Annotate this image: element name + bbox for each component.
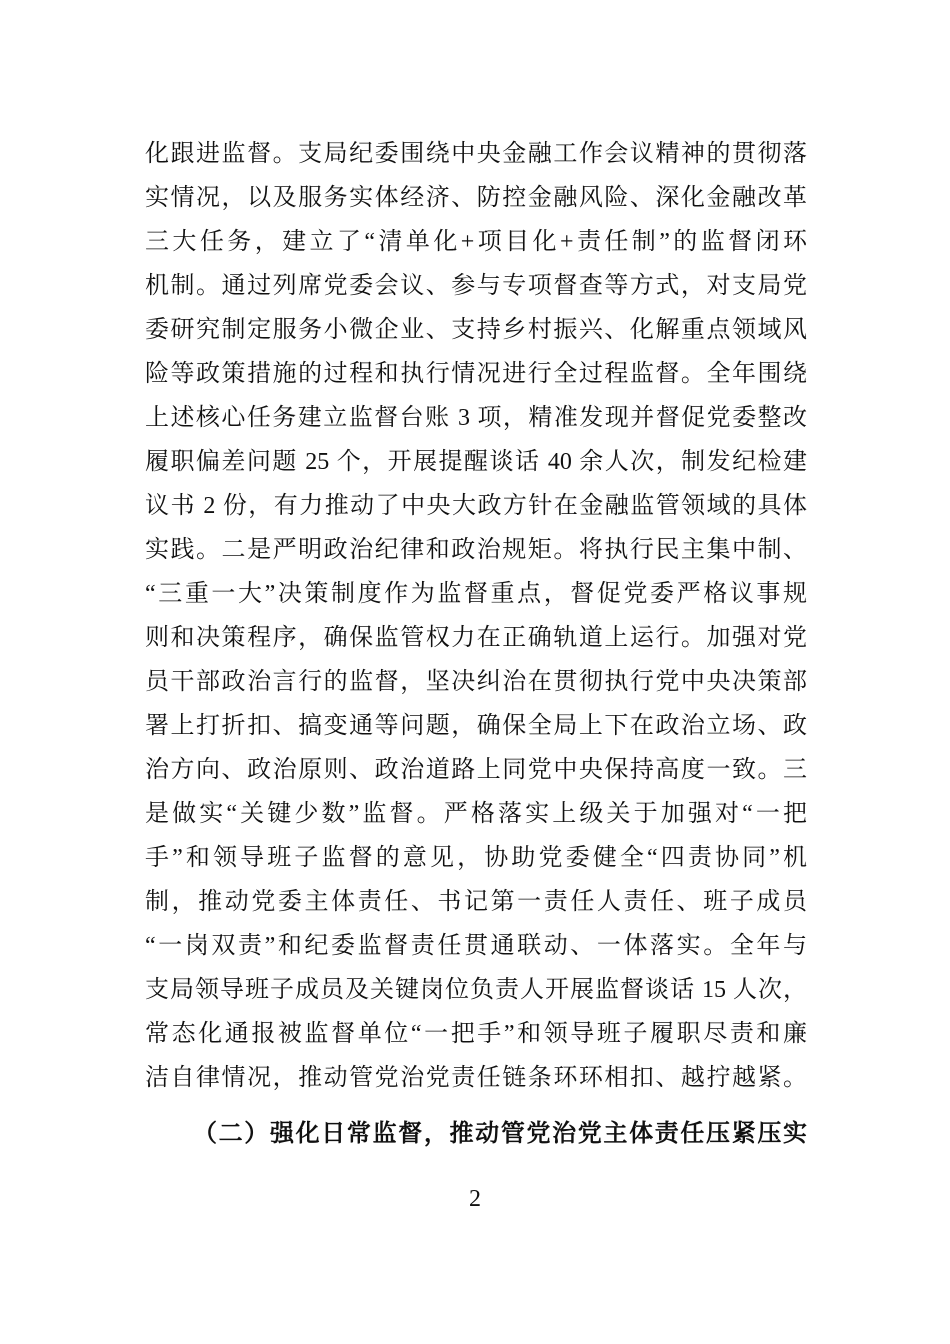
text-line: 制，推动党委主体责任、书记第一责任人责任、班子成员	[145, 889, 807, 915]
text-line: 履职偏差问题 25 个，开展提醒谈话 40 余人次，制发纪检建	[145, 449, 807, 475]
text-line: 是做实“关键少数”监督。严格落实上级关于加强对“一把	[145, 801, 807, 827]
text-line: 议书 2 份，有力推动了中央大政方针在金融监管领域的具体	[145, 493, 807, 519]
body-paragraph	[145, 132, 807, 1100]
page-number: 2	[469, 1186, 481, 1212]
text-line: 署上打折扣、搞变通等问题，确保全局上下在政治立场、政	[145, 713, 807, 739]
text-line: 则和决策程序，确保监管权力在正确轨道上运行。加强对党	[145, 625, 807, 651]
text-line: 委研究制定服务小微企业、支持乡村振兴、化解重点领域风	[145, 317, 807, 343]
text-line: 险等政策措施的过程和执行情况进行全过程监督。全年围绕	[145, 361, 807, 387]
section-heading: （二）强化日常监督，推动管党治党主体责任压紧压实	[193, 1121, 807, 1147]
text-line: 员干部政治言行的监督，坚决纠治在贯彻执行党中央决策部	[145, 669, 807, 695]
text-line: 洁自律情况，推动管党治党责任链条环环相扣、越拧越紧。	[145, 1065, 807, 1091]
text-line: 治方向、政治原则、政治道路上同党中央保持高度一致。三	[145, 757, 807, 783]
text-line: 上述核心任务建立监督台账 3 项，精准发现并督促党委整改	[145, 405, 807, 431]
text-line: 化跟进监督。支局纪委围绕中央金融工作会议精神的贯彻落	[145, 141, 807, 167]
text-line: 实情况，以及服务实体经济、防控金融风险、深化金融改革	[145, 185, 807, 211]
text-line: 支局领导班子成员及关键岗位负责人开展监督谈话 15 人次，	[145, 977, 807, 1003]
text-line: 机制。通过列席党委会议、参与专项督查等方式，对支局党	[145, 273, 807, 299]
text-line: “三重一大”决策制度作为监督重点，督促党委严格议事规	[145, 581, 807, 607]
text-line: 手”和领导班子监督的意见，协助党委健全“四责协同”机	[145, 845, 807, 871]
text-line: 三大任务，建立了“清单化+项目化+责任制”的监督闭环	[145, 229, 807, 255]
text-line: 实践。二是严明政治纪律和政治规矩。将执行民主集中制、	[145, 537, 807, 563]
text-line: “一岗双责”和纪委监督责任贯通联动、一体落实。全年与	[145, 933, 807, 959]
text-line: 常态化通报被监督单位“一把手”和领导班子履职尽责和廉	[145, 1021, 807, 1047]
